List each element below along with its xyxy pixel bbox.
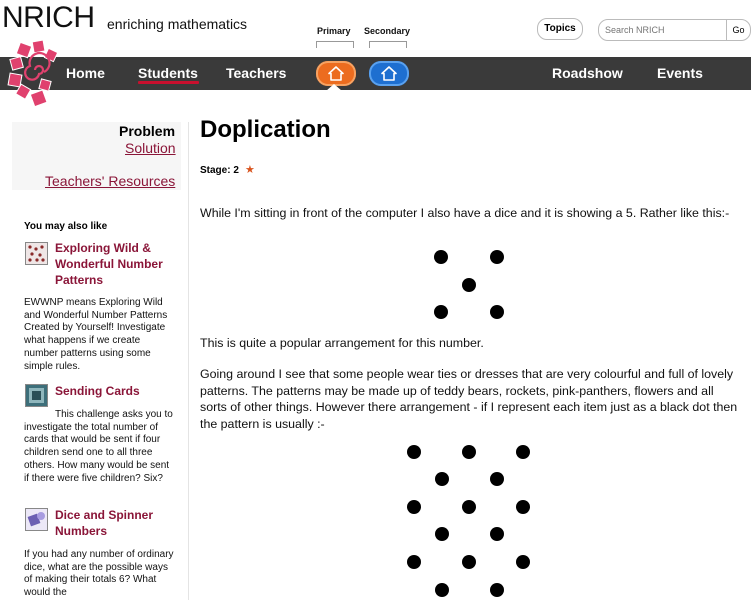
tab-problem[interactable]: Problem [119,123,176,139]
pattern-dot [516,555,530,569]
nav-students[interactable]: Students [138,65,198,81]
related-thumbnail[interactable] [25,384,48,407]
pattern-dot [435,472,449,486]
topics-button[interactable]: Topics [537,18,583,40]
pattern-dot [435,583,449,597]
related-description: This challenge asks you to investigate the total number of cards that would be sent if four children send one to all three others. How many would be sent if there were five children? Six? [24,409,173,484]
pattern-dot [516,445,530,459]
primary-bracket [316,41,354,48]
nrich-logo-icon[interactable] [6,38,64,112]
tie-dot-pattern [400,440,530,600]
pattern-dot [462,500,476,514]
related-description: EWWNP means Exploring Wild and Wonderful Number Patterns Created by Yourself! Investigate what happens if we create number patterns using some simple rules. [24,297,168,372]
site-tagline: enriching mathematics [107,16,248,32]
home-icon [328,66,344,81]
sidebar-divider [188,122,189,600]
pattern-dot [462,278,476,292]
star-icon: ★ [245,164,255,176]
tab-solution[interactable]: Solution [125,140,176,156]
patterns-paragraph: Going around I see that some people wear ties or dresses that are very colourful and full of lovely patterns. The patterns may be made up of teddy bears, rockets, pink-panthers, flowers and all sorts of other things. However there arrangement - if I represent each item just as a black dot then the pattern is usually :- [200,367,738,431]
tab-teachers-resources[interactable]: Teachers' Resources [45,173,176,189]
pattern-dot [407,500,421,514]
primary-home-button[interactable] [316,61,356,86]
dice-five-pattern [430,247,510,322]
related-description: If you had any number of ordinary dice, what are the possible ways of making their totals 6? What would the [24,549,174,599]
pattern-dot [434,250,448,264]
pattern-dot [490,305,504,319]
page-title: Doplication [200,116,331,143]
site-name[interactable]: NRICH [2,1,95,34]
secondary-label[interactable]: Secondary [364,26,411,36]
pattern-dot [490,472,504,486]
arrangement-paragraph: This is quite a popular arrangement for this number. [200,336,484,350]
stage-label: Stage: 2 [200,165,239,176]
pattern-dot [462,555,476,569]
nav-home[interactable]: Home [66,65,105,81]
related-heading: You may also like [24,221,108,232]
related-thumbnail[interactable] [25,242,48,265]
nav-teachers[interactable]: Teachers [226,65,287,81]
nav-caret-icon [326,84,342,91]
secondary-bracket [369,41,407,48]
related-title[interactable]: Sending Cards [55,384,140,398]
pattern-dot [434,305,448,319]
related-title[interactable]: Exploring Wild & Wonderful Number Patterns [55,241,163,287]
pattern-dot [516,500,530,514]
related-thumbnail[interactable] [25,508,48,531]
search-input[interactable] [599,20,711,40]
pattern-dot [435,527,449,541]
dice-spinner-icon [26,509,47,530]
pattern-dot [490,250,504,264]
search-go-button[interactable]: Go [726,20,750,40]
nav-events[interactable]: Events [657,65,703,81]
secondary-home-button[interactable] [369,61,409,86]
related-title[interactable]: Dice and Spinner Numbers [55,508,154,538]
active-nav-indicator [138,81,199,84]
number-pattern-icon [26,243,47,264]
primary-label[interactable]: Primary [317,26,351,36]
intro-paragraph: While I'm sitting in front of the computer I also have a dice and it is showing a 5. Rather like this:- [200,206,730,220]
search-box [598,19,751,41]
pattern-dot [490,583,504,597]
pattern-dot [462,445,476,459]
cards-icon [26,385,47,406]
pattern-dot [407,555,421,569]
pattern-dot [490,527,504,541]
home-icon [381,66,397,81]
nav-roadshow[interactable]: Roadshow [552,65,623,81]
pattern-dot [407,445,421,459]
